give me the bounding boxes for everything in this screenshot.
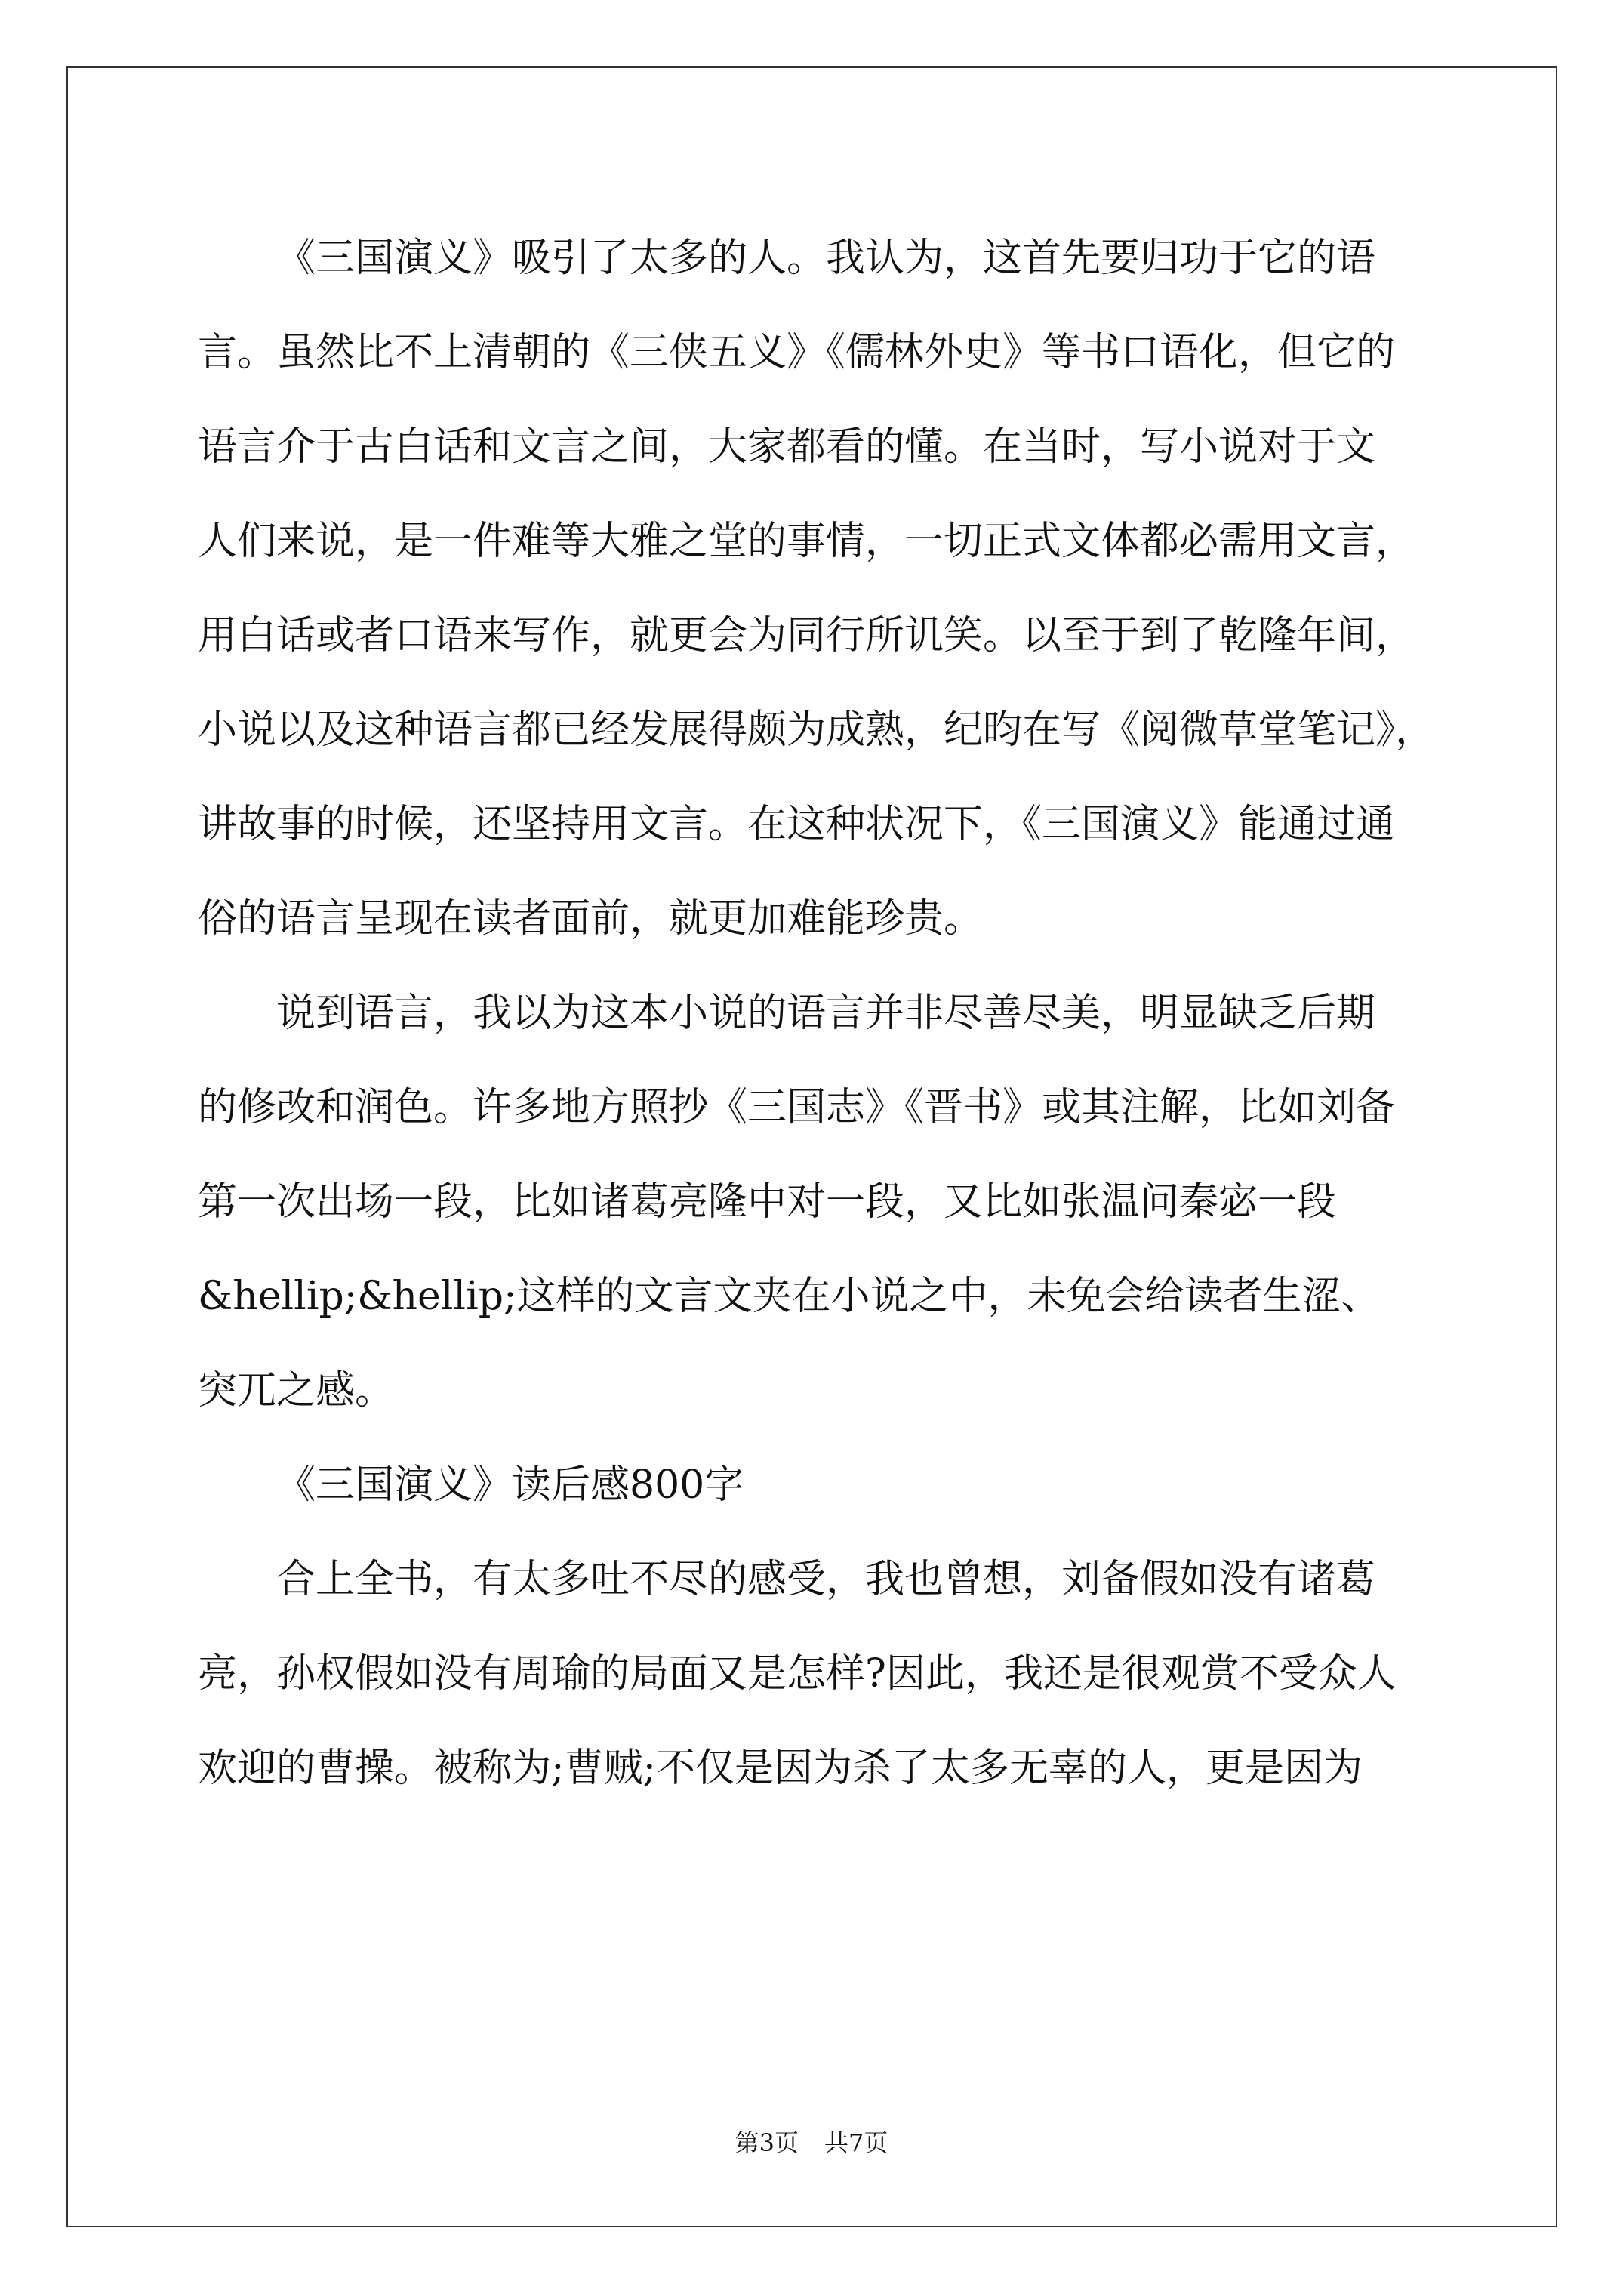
paragraph-2-line-4: &hellip;&hellip;这样的文言文夹在小说之中，未免会给读者生涩、: [198, 1274, 1381, 1319]
document-body: [198, 211, 1481, 1816]
paragraph-1-line-8: 俗的语言呈现在读者面前，就更加难能珍贵。: [198, 896, 984, 942]
page-number: 第3页: [735, 2128, 799, 2157]
paragraph-1-line-4: 人们来说，是一件难等大雅之堂的事情，一切正式文体都必需用文言，: [198, 519, 1415, 564]
paragraph-2-line-3: 第一次出场一段，比如诸葛亮隆中对一段，又比如张温问秦宓一段: [198, 1179, 1337, 1225]
paragraph-3-line-3: 欢迎的曹操。被称为;曹贼;不仅是因为杀了太多无辜的人，更是因为: [198, 1746, 1363, 1791]
paragraph-1-line-5: 用白话或者口语来写作，就更会为同行所讥笑。以至于到了乾隆年间，: [198, 613, 1415, 658]
paragraph-2-line-2: 的修改和润色。许多地方照抄《三国志》《晋书》或其注解，比如刘备: [198, 1085, 1396, 1130]
paragraph-1-line-6: 小说以及这种语言都已经发展得颇为成熟，纪昀在写《阅微草堂笔记》，: [198, 707, 1435, 753]
paragraph-3-line-1: 合上全书，有太多吐不尽的感受，我也曾想，刘备假如没有诸葛: [276, 1557, 1376, 1602]
paragraph-2-line-5: 突兀之感。: [198, 1368, 395, 1413]
section-heading: 《三国演义》读后感800字: [276, 1462, 744, 1508]
paragraph-1-line-1: 《三国演义》吸引了太多的人。我认为，这首先要归功于它的语: [276, 236, 1376, 281]
paragraph-3-line-2: 亮，孙权假如没有周瑜的局面又是怎样?因此，我还是很观赏不受众人: [198, 1651, 1397, 1697]
paragraph-1-line-3: 语言介于古白话和文言之间，大家都看的懂。在当时，写小说对于文: [198, 424, 1376, 470]
page-total: 共7页: [824, 2128, 888, 2157]
paragraph-1-line-2: 言。虽然比不上清朝的《三侠五义》《儒林外史》等书口语化，但它的: [198, 330, 1396, 375]
paragraph-2-line-1: 说到语言，我以为这本小说的语言并非尽善尽美，明显缺乏后期: [276, 991, 1376, 1036]
paragraph-1-line-7: 讲故事的时候，还坚持用文言。在这种状况下，《三国演义》能通过通: [198, 802, 1396, 847]
page-footer: [0, 2128, 1623, 2158]
